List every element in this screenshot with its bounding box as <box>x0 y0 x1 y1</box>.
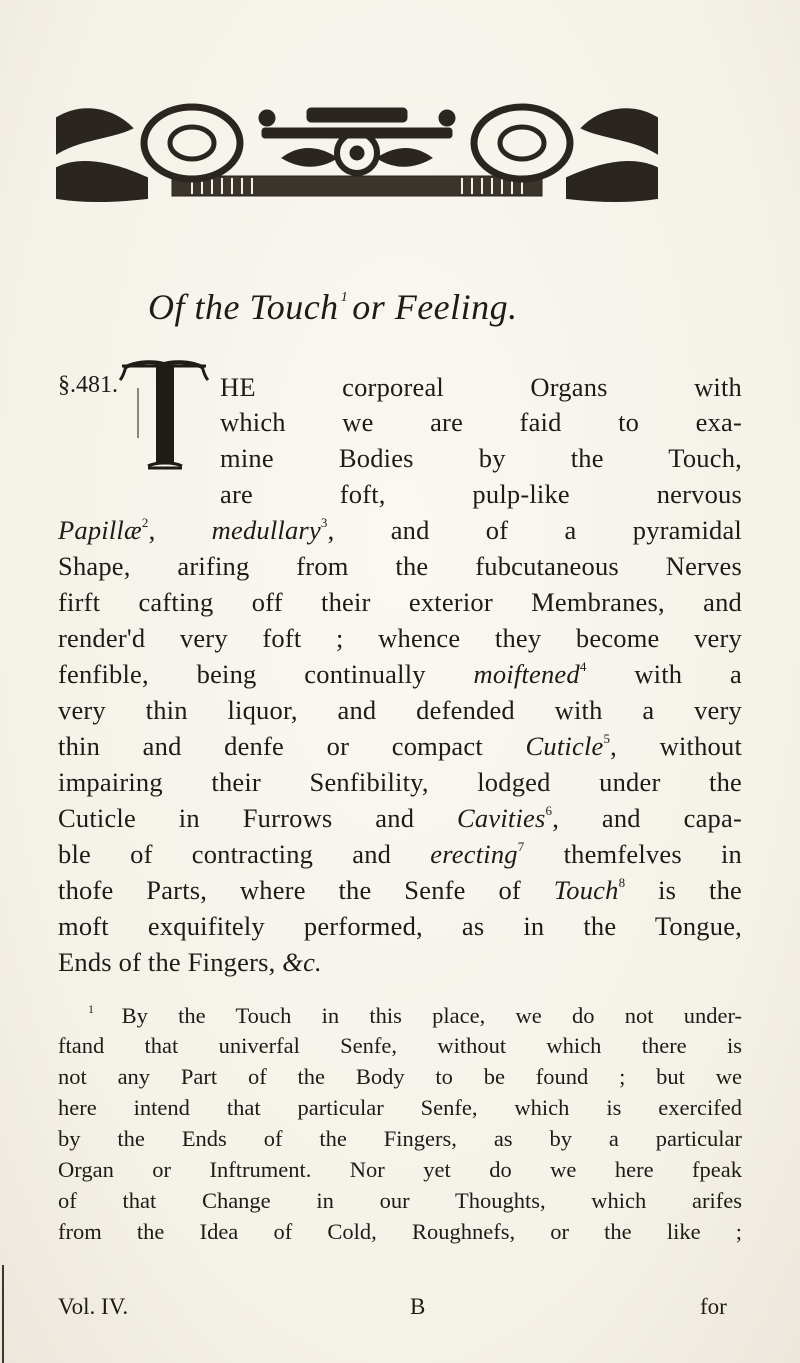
volume-signature: Vol. IV. <box>58 1294 129 1319</box>
text-run: which we are faid to exa- <box>220 407 742 437</box>
headpiece-ornament <box>52 98 662 208</box>
body-line <box>58 695 742 726</box>
text-run: Cuticle in Furrows and <box>58 803 458 833</box>
body-line <box>220 372 742 403</box>
footnote-line <box>88 1002 742 1029</box>
italic-term: Cavities <box>457 803 546 833</box>
italic-term: erecting <box>430 839 518 869</box>
footnote-number: 1 <box>88 1002 122 1016</box>
body-line <box>58 911 742 942</box>
footnote-text: ftand that univerfal Senfe, without which there is <box>58 1033 742 1058</box>
body-line <box>58 875 742 906</box>
title-text: Of the Touch <box>148 287 339 327</box>
body-line <box>58 587 742 618</box>
body-line <box>58 767 742 798</box>
chapter-title <box>148 286 518 328</box>
body-line <box>58 551 742 582</box>
body-line <box>58 623 742 654</box>
text-run: with a <box>586 659 742 689</box>
italic-term: Touch <box>553 875 619 905</box>
footnote-text: By the Touch in this place, we do not under- <box>121 1003 743 1028</box>
footnote-line <box>58 1219 742 1245</box>
footnote-marker: 6 <box>545 803 553 818</box>
title-footnote-marker: 1 <box>340 290 349 305</box>
italic-term: Papillæ <box>58 515 142 545</box>
footnote-line <box>58 1064 742 1090</box>
footnote-text: Organ or Inftrument. Nor yet do we here fpeak <box>58 1157 742 1182</box>
body-line <box>220 479 742 510</box>
text-run: very thin liquor, and defended with a very <box>58 695 742 725</box>
text-run: fenfible, being continually <box>58 659 474 689</box>
text-run: , and capa- <box>552 803 742 833</box>
footnote-marker: 4 <box>579 659 587 674</box>
section-number: §.481. <box>58 372 118 398</box>
text-run: HE corporeal Organs with <box>220 372 742 402</box>
footnote-marker: 2 <box>141 515 149 530</box>
footnote-line <box>58 1157 742 1183</box>
italic-term: &c. <box>282 947 322 977</box>
footnote-marker: 8 <box>618 875 626 890</box>
body-line <box>58 839 742 870</box>
footnote-marker: 7 <box>517 839 525 854</box>
text-run: mine Bodies by the Touch, <box>220 443 742 473</box>
text-run: moft exquifitely performed, as in the Tongue, <box>58 911 742 941</box>
title-text-2: or Feeling. <box>352 287 518 327</box>
catchword: for <box>700 1294 727 1319</box>
footnote-line <box>58 1126 742 1152</box>
text-run: , <box>148 515 212 545</box>
text-run: Shape, arifing from the fubcutaneous Nerves <box>58 551 742 581</box>
text-run: themfelves in <box>524 839 742 869</box>
text-run: are foft, pulp-like nervous <box>220 479 742 509</box>
footnote-line <box>58 1095 742 1121</box>
page-edge-line <box>2 1265 4 1363</box>
text-run: impairing their Senfibility, lodged under the <box>58 767 742 797</box>
footnote-text: not any Part of the Body to be found ; but we <box>58 1064 742 1089</box>
footnote-marker: 3 <box>320 515 328 530</box>
italic-term: Cuticle <box>525 731 604 761</box>
footnote-line <box>58 1033 742 1059</box>
body-line <box>58 515 742 546</box>
body-line <box>220 443 742 474</box>
footnote-text: by the Ends of the Fingers, as by a particular <box>58 1126 742 1151</box>
body-line <box>58 731 742 762</box>
body-line <box>58 659 742 690</box>
text-run: , without <box>610 731 743 761</box>
footnote-marker: 5 <box>603 731 611 746</box>
italic-term: moiftened <box>473 659 580 689</box>
text-run: thofe Parts, where the Senfe of <box>58 875 554 905</box>
footnote-text: from the Idea of Cold, Roughnefs, or the like ; <box>58 1219 742 1244</box>
text-run: thin and denfe or compact <box>58 731 526 761</box>
footnote-text: of that Change in our Thoughts, which arifes <box>58 1188 742 1213</box>
text-run: render'd very foft ; whence they become very <box>58 623 742 653</box>
body-line <box>58 803 742 834</box>
text-run: Ends of the Fingers, <box>58 947 283 977</box>
italic-term: medullary <box>211 515 321 545</box>
body-line <box>220 407 742 438</box>
printer-signature: B <box>410 1294 426 1319</box>
drop-capital <box>118 358 210 480</box>
text-run: ble of contracting and <box>58 839 431 869</box>
text-run: is the <box>625 875 743 905</box>
body-line <box>58 947 322 978</box>
footnote-text: here intend that particular Senfe, which is exercifed <box>58 1095 742 1120</box>
text-run: , and of a pyramidal <box>327 515 742 545</box>
text-run: firft cafting off their exterior Membranes, and <box>58 587 742 617</box>
dropcap-letter: T <box>118 358 119 359</box>
footnote-line <box>58 1188 742 1214</box>
